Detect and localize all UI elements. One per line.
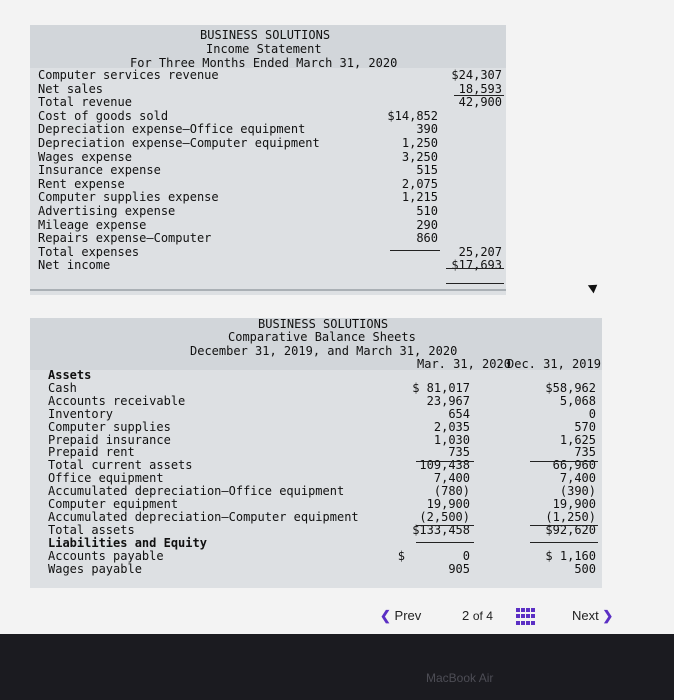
balance-row-amount-2019: $58,962	[545, 380, 596, 395]
balance-row-label: Total current assets	[48, 458, 193, 473]
income-statement	[30, 25, 506, 295]
income-row-label: Insurance expense	[38, 163, 161, 178]
income-row-inner-amount: $14,852	[387, 108, 438, 123]
page-current: 2	[462, 608, 470, 623]
income-row-outer-amount: 25,207	[458, 244, 502, 259]
balance-row-label: Inventory	[48, 406, 114, 421]
balance-row-amount-2020: $ 0	[397, 548, 470, 563]
device-label: MacBook Air	[426, 671, 494, 685]
income-row-label: Net sales	[38, 81, 104, 96]
balance-row-label: Liabilities and Equity	[48, 535, 207, 550]
current-assets-rule-2019	[530, 461, 598, 462]
balance-row-amount-2020: 735	[448, 445, 470, 460]
balance-row-amount-2019: $92,620	[545, 522, 596, 537]
balance-row-amount-2019: 66,960	[552, 458, 596, 473]
chevron-left-icon: ❮	[380, 608, 391, 623]
income-row-inner-amount: 515	[416, 163, 438, 178]
total-assets-double-2019	[530, 542, 598, 543]
income-row-label: Computer services revenue	[38, 68, 219, 82]
balance-row-amount-2020: (780)	[433, 484, 470, 499]
income-row-outer-amount: $17,693	[451, 258, 502, 273]
balance-row-label: Computer equipment	[48, 497, 179, 511]
balance-row-label: Wages payable	[48, 561, 142, 576]
balance-row-label: Cash	[48, 380, 77, 395]
col-header-2019: Dec. 31, 2019	[507, 357, 601, 371]
balance-row-amount-2020: 2,035	[433, 419, 470, 434]
net-income-rule	[446, 283, 504, 284]
balance-row-amount-2020: 905	[448, 561, 470, 576]
income-row-label: Computer supplies expense	[38, 190, 219, 205]
income-row-label: Repairs expense—Computer	[38, 231, 212, 246]
balance-row-amount-2020: 654	[448, 406, 470, 421]
pager-bar	[0, 600, 674, 634]
income-row-inner-amount: 1,250	[401, 136, 438, 150]
income-row-label: Depreciation expense—Computer equipment	[38, 136, 320, 150]
balance-company: BUSINESS SOLUTIONS	[258, 317, 389, 331]
balance-sheet	[30, 318, 602, 588]
balance-title: Comparative Balance Sheets	[228, 330, 416, 344]
balance-row-amount-2020: $133,458	[412, 522, 470, 537]
balance-row-amount-2019: $ 1,160	[545, 548, 596, 563]
balance-row-amount-2020: 109,438	[419, 458, 470, 473]
laptop-bezel	[0, 634, 674, 700]
income-row-outer-amount: 42,900	[458, 95, 502, 110]
page-grid-icon[interactable]	[516, 608, 534, 626]
income-row-label: Advertising expense	[38, 204, 176, 218]
balance-row-amount-2019: (390)	[559, 484, 596, 499]
balance-row-label: Accumulated depreciation—Computer equipment	[48, 509, 359, 524]
page-of: of 4	[472, 609, 493, 623]
revenue-subtotal-rule	[454, 95, 504, 96]
total-assets-rule-2019	[530, 525, 598, 526]
balance-row-label: Computer supplies	[48, 419, 171, 434]
balance-row-amount-2019: 570	[574, 419, 596, 434]
balance-row-amount-2019: (1,250)	[545, 509, 596, 524]
prev-button[interactable]	[380, 608, 421, 624]
balance-row-amount-2019: 735	[574, 445, 596, 460]
income-row-label: Net income	[38, 258, 111, 273]
balance-row-amount-2020: 23,967	[426, 393, 470, 408]
balance-row-amount-2020: 19,900	[426, 497, 470, 511]
income-row-label: Rent expense	[38, 176, 125, 191]
income-row-inner-amount: 860	[416, 231, 438, 246]
income-row-inner-amount: 510	[416, 204, 438, 218]
income-row-label: Cost of goods sold	[38, 108, 169, 123]
balance-row-label: Prepaid insurance	[48, 432, 171, 447]
next-label: Next	[572, 608, 599, 623]
income-title: Income Statement	[206, 42, 322, 56]
balance-row-amount-2019: 500	[574, 561, 596, 576]
income-row-label: Depreciation expense—Office equipment	[38, 122, 306, 137]
balance-row-label: Accumulated depreciation—Office equipment	[48, 484, 345, 499]
page-indicator	[462, 608, 493, 623]
balance-row-label: Office equipment	[48, 471, 164, 486]
income-row-inner-amount: 390	[416, 122, 438, 137]
balance-dates: December 31, 2019, and March 31, 2020	[190, 344, 458, 358]
balance-row-amount-2019: 19,900	[552, 497, 596, 511]
balance-row-amount-2019: 1,625	[559, 432, 596, 447]
income-row-label: Total revenue	[38, 95, 132, 110]
current-assets-rule-2020	[416, 461, 474, 462]
mouse-cursor-icon	[588, 281, 600, 294]
income-row-inner-amount: 290	[416, 217, 438, 232]
balance-row-label: Assets	[48, 368, 92, 382]
balance-row-label: Total assets	[48, 522, 135, 537]
next-button[interactable]	[572, 608, 613, 624]
balance-row-amount-2020: 1,030	[433, 432, 470, 447]
income-row-inner-amount: 2,075	[401, 176, 438, 191]
balance-row-amount-2019: 5,068	[559, 393, 596, 408]
col-header-2020: Mar. 31, 2020	[417, 357, 511, 371]
balance-row-amount-2019: 0	[588, 406, 596, 421]
balance-row-amount-2020: (2,500)	[419, 509, 470, 524]
income-row-label: Total expenses	[38, 244, 140, 259]
balance-row-label: Accounts receivable	[48, 393, 186, 408]
balance-row-amount-2019: 7,400	[559, 471, 596, 486]
income-row-inner-amount: 3,250	[401, 149, 438, 164]
balance-row-label: Prepaid rent	[48, 445, 135, 460]
income-row-outer-amount: $24,307	[451, 68, 502, 82]
balance-row-amount-2020: $ 81,017	[412, 380, 470, 395]
total-assets-double-2020	[416, 542, 474, 543]
chevron-right-icon: ❯	[602, 608, 614, 623]
total-assets-rule-2020	[416, 525, 474, 526]
income-row-inner-amount: 1,215	[401, 190, 438, 205]
income-subtotal-rule	[390, 250, 440, 251]
income-row-label: Wages expense	[38, 149, 132, 164]
balance-row-amount-2020: 7,400	[433, 471, 470, 486]
income-company: BUSINESS SOLUTIONS	[200, 28, 331, 42]
income-period: For Three Months Ended March 31, 2020	[130, 56, 398, 70]
prev-label: Prev	[394, 608, 422, 623]
balance-row-label: Accounts payable	[48, 548, 164, 563]
income-bottom-rule	[30, 289, 506, 291]
income-row-label: Mileage expense	[38, 217, 147, 232]
expense-total-rule	[446, 268, 504, 269]
income-row-outer-amount: 18,593	[458, 81, 502, 96]
